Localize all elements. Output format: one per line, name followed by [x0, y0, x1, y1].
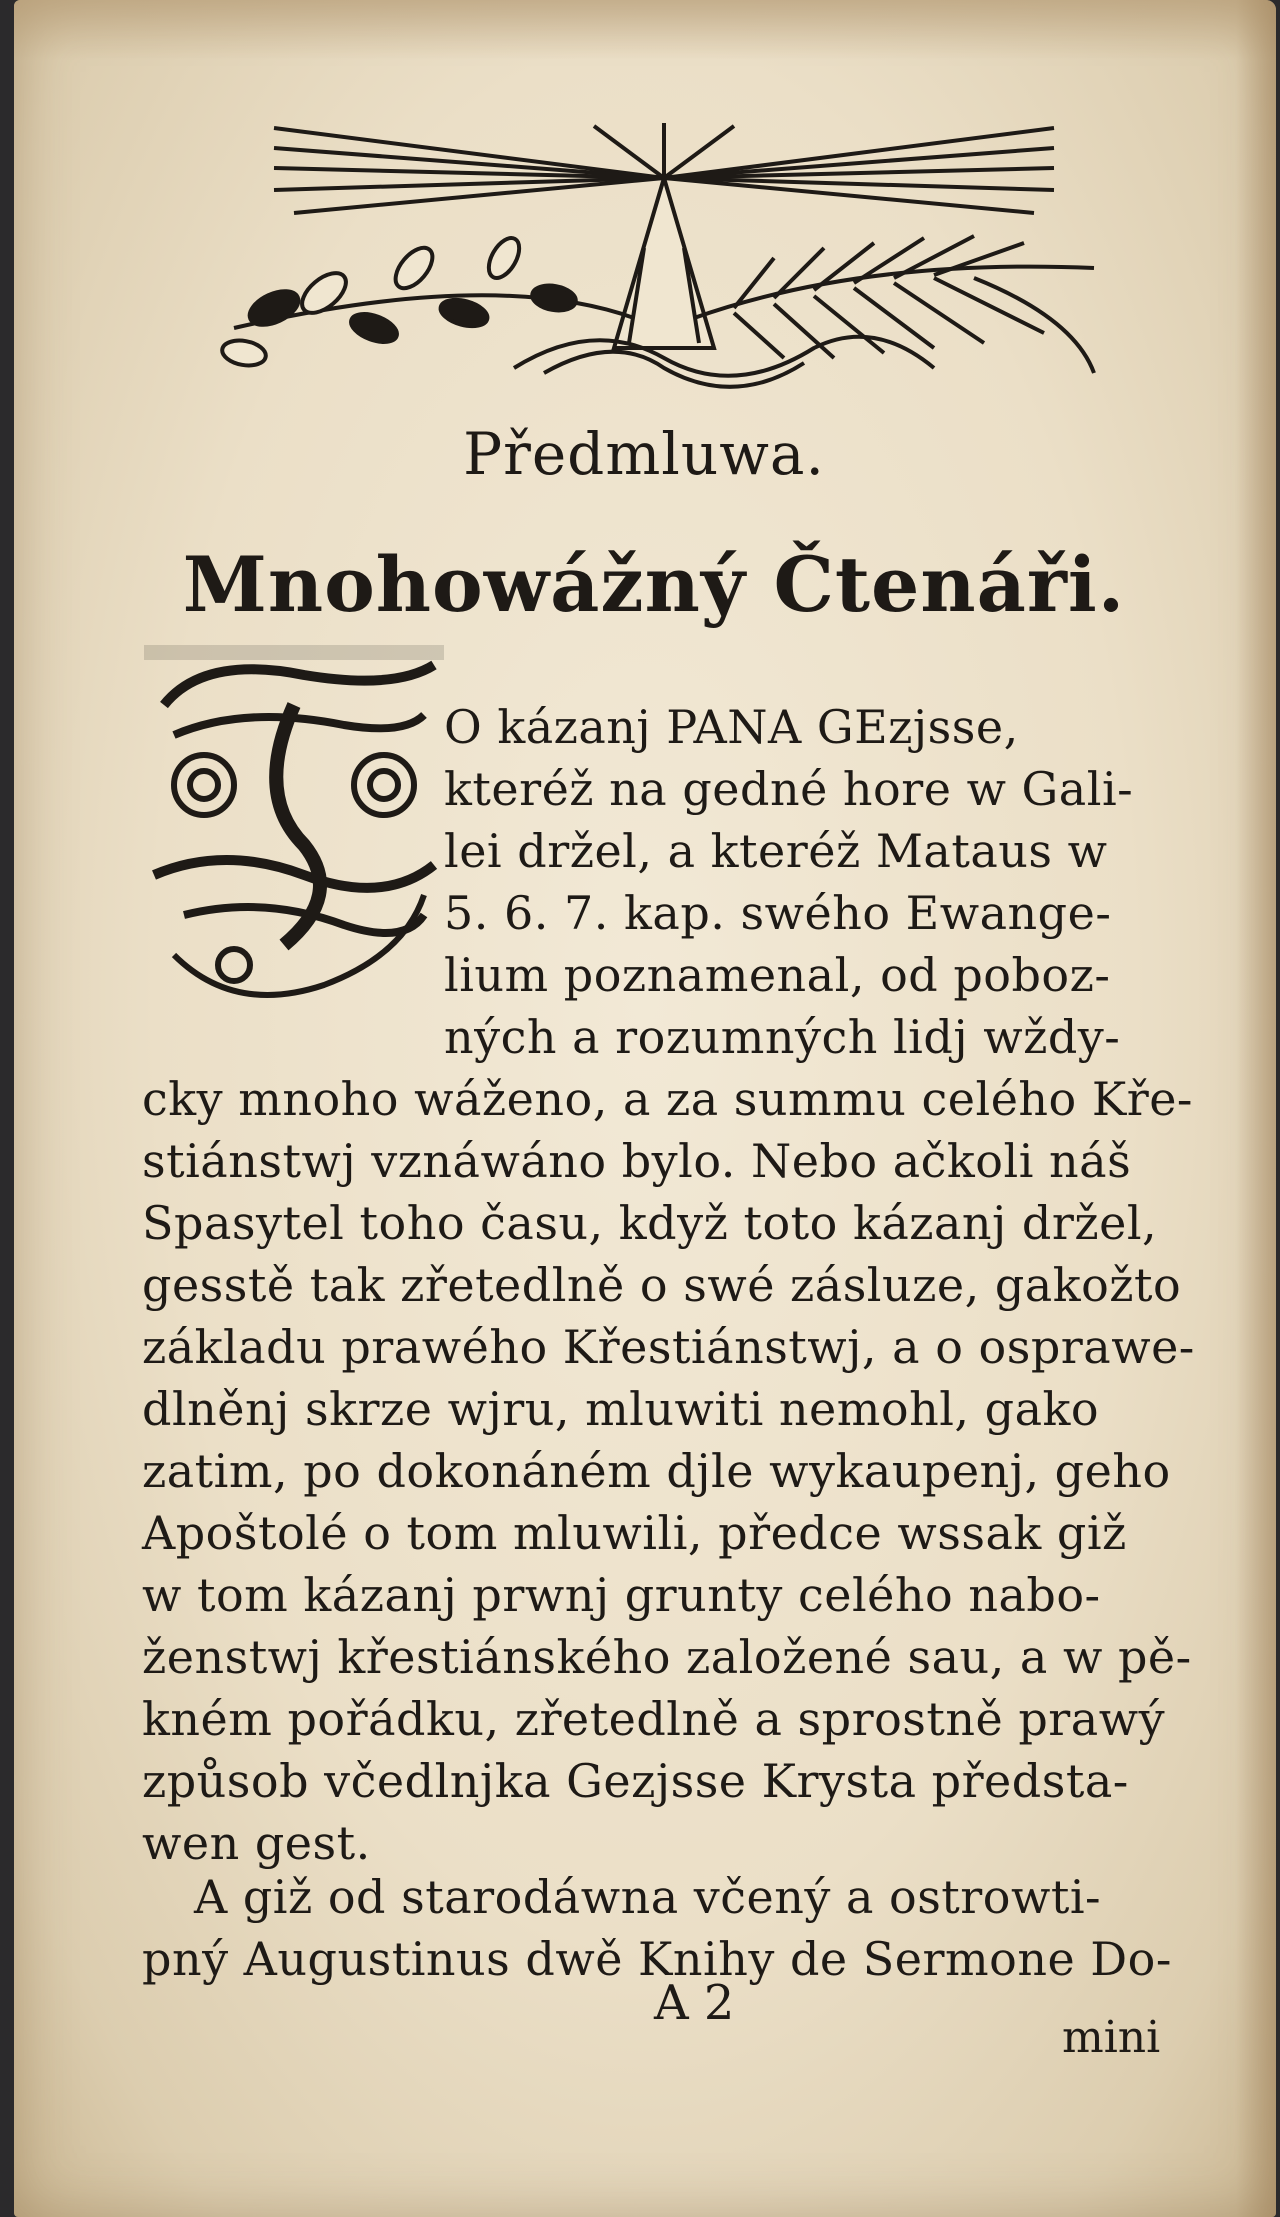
- text-line: kném pořádku, zřetedlně a sprostně prawý: [142, 1692, 1166, 1746]
- ornamental-headpiece: [214, 118, 1114, 393]
- salutation: Mnohowážný Čtenáři.: [182, 540, 1126, 629]
- text-line: ženstwj křestiánského založené sau, a w pě-: [142, 1630, 1192, 1684]
- text-line: wen gest.: [142, 1816, 371, 1870]
- text-line: lium poznamenal, od poboz-: [444, 948, 1111, 1002]
- book-page: [14, 0, 1276, 2217]
- text-line: způsob včedlnjka Gezjsse Krysta předsta-: [142, 1754, 1129, 1808]
- page-heading: Předmluwa.: [463, 420, 825, 488]
- text-line: lei držel, a kteréž Mataus w: [444, 824, 1108, 878]
- text-line: dlněnj skrze wjru, mluwiti nemohl, gako: [142, 1382, 1100, 1436]
- page-stain: [14, 0, 1276, 60]
- text-line: cky mnoho wáženo, a za summu celého Kře-: [142, 1072, 1193, 1126]
- signature-mark: A 2: [654, 1975, 735, 2031]
- text-line: kteréž na gedné hore w Gali-: [444, 762, 1134, 816]
- text-line: 5. 6. 7. kap. swého Ewange-: [444, 886, 1112, 940]
- text-line: základu prawého Křestiánstwj, a o osprawe-: [142, 1320, 1195, 1374]
- text-line: Spasytel toho času, když toto kázanj držel,: [142, 1196, 1158, 1250]
- text-line: gesstě tak zřetedlně o swé zásluze, gakožto: [142, 1258, 1182, 1312]
- text-line: stiánstwj vznáwáno bylo. Nebo ačkoli náš: [142, 1134, 1132, 1188]
- catchword: mini: [1062, 2012, 1161, 2063]
- text-line: w tom kázanj prwnj grunty celého nabo-: [142, 1568, 1101, 1622]
- decorated-initial-t: [144, 645, 444, 1015]
- text-line: zatim, po dokonáném djle wykaupenj, geho: [142, 1444, 1171, 1498]
- text-line: pný Augustinus dwě Knihy de Sermone Do-: [142, 1932, 1172, 1986]
- text-line: O kázanj PANA GEzjsse,: [444, 700, 1019, 754]
- text-line: ných a rozumných lidj wždy-: [444, 1010, 1121, 1064]
- text-line: A giž od starodáwna včený a ostrowti-: [194, 1870, 1102, 1924]
- text-line: Apoštolé o tom mluwili, předce wssak giž: [142, 1506, 1127, 1560]
